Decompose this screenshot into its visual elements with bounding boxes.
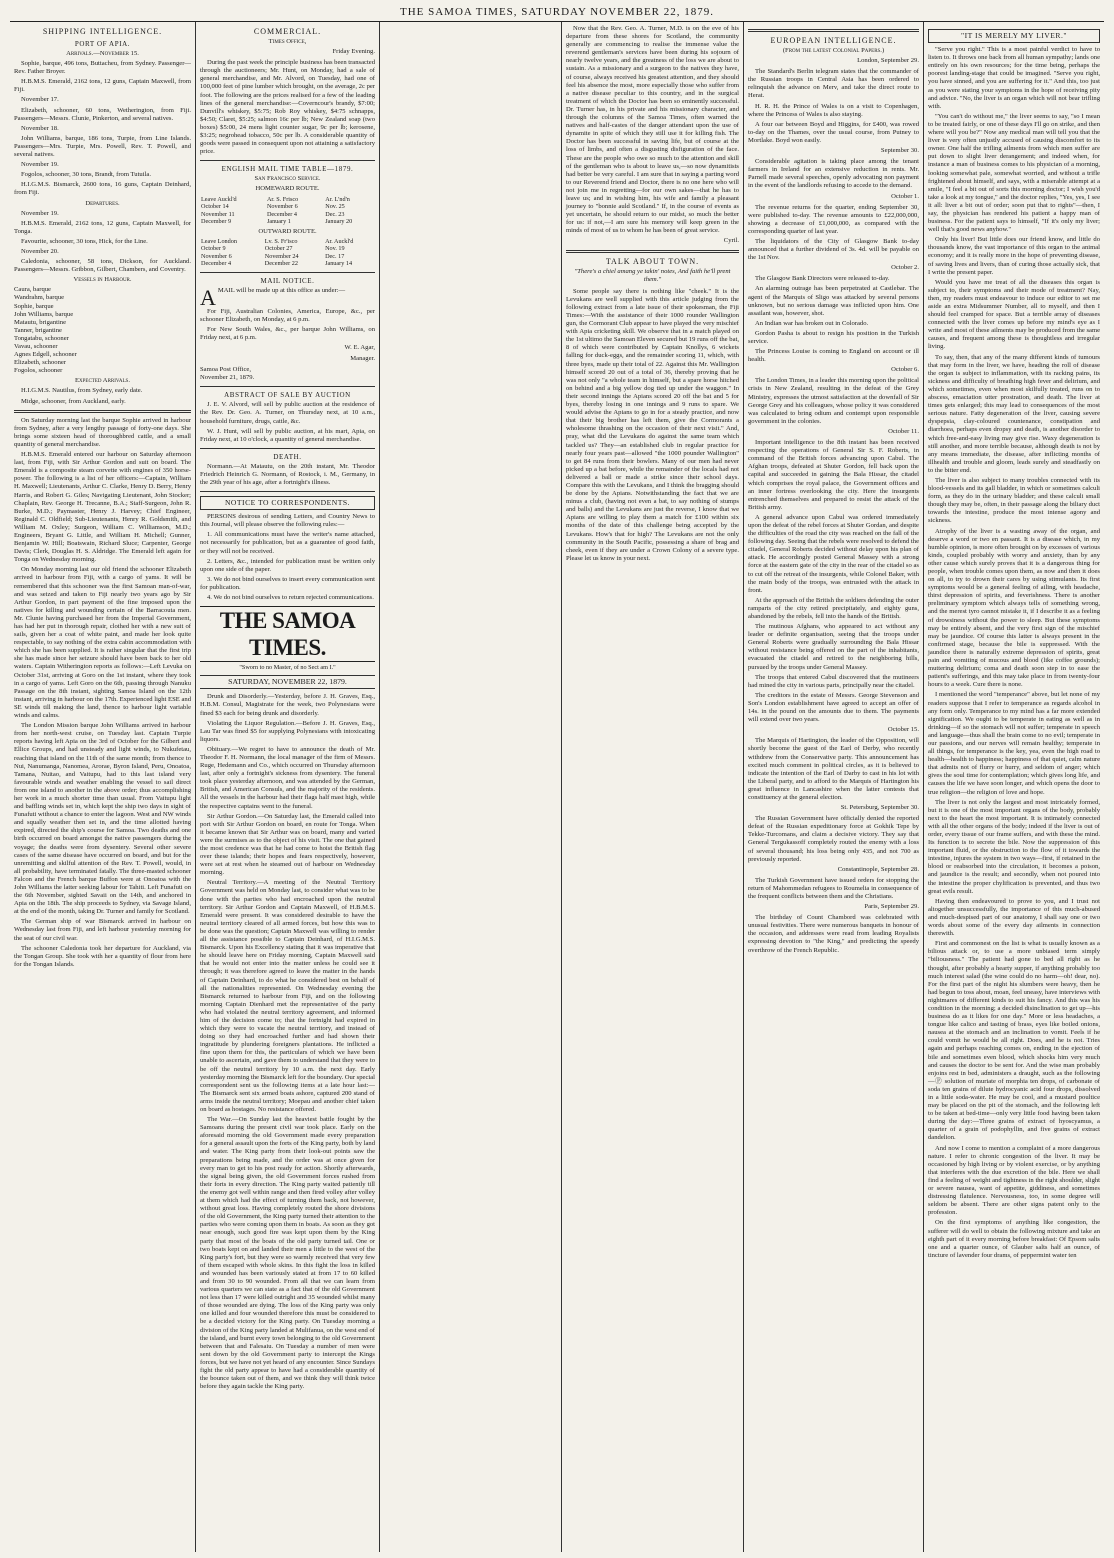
european-heading: EUROPEAN INTELLIGENCE.	[770, 36, 897, 45]
divider	[200, 272, 375, 273]
list-item: November 19.	[21, 209, 59, 217]
list-item: November 18.	[21, 124, 59, 132]
table-row	[200, 203, 375, 211]
commercial-heading: COMMERCIAL.	[253, 27, 322, 36]
correspondents-rules	[200, 531, 375, 602]
homeward-heading: HOMEWARD ROUTE.	[255, 185, 320, 193]
columns	[10, 22, 1104, 1552]
table-row	[200, 260, 375, 268]
divider	[566, 250, 739, 253]
list-item: J. E. V. Alvord, will sell by public auction at the residence of the Rev. Dr. Geo. A. Turner, on Thursday next, at 10 a.m., household furniture, drugs, cattle, &c.	[200, 401, 375, 425]
table-cell: November 6	[201, 252, 232, 260]
dateline: October 15.	[887, 726, 919, 734]
commercial-body: During the past week the principle business has been transacted through the auctioneers; Mr. Hunt, on Monday, had a sale of general merchandise, and Mr. Alvord, on Tuesday, had one of 100,000 feet of pine lumber which brought, on the average, 2c per foot. The following are the prices realised for a few of the leading lines of the general merchandise:—Coverncour's brandy, $7:00; Dunvill's whiskey, $5:75; Rob Roy whiskey, $4:75 schnapps, $4:50; Claret, $5:25; salmon 16c per lb; New Zealand soap (two boxes) $5:00, 24 mens light counter sugar, 9c per lb; kerosene, $3:25; negrohead tobacco, 50c per lb. A considerable quantity of goods were passed in consequent upon not attaining a satisfactory price.	[200, 59, 375, 156]
table-cell: December 4	[201, 260, 232, 268]
dateline: September 30.	[880, 147, 919, 155]
list-item: Sir Arthur Gordon.—On Saturday last, the Emerald called into port with Sir Arthur Gordon on board, en route for Tonga. When it became known that Sir Arthur was on board, many and varied were the surmises as to the object of his visit. The one that gained the most credence was that he had come to hoist the British flag over these islands; their hopes and fears respectively, however, were set at rest when he steamed out of harbour on Wednesday morning.	[200, 812, 375, 877]
list-item: The liver is not only the largest and most intricately formed, but it is one of the most important organs of the body, probably next to the heart the most important. It is intimately connected with all the other organs of the body; indeed if the liver is out of order, every tissue of our frame suffers, and with these the mind. Its function is to secrete the bile. Now the suppression of this important fluid, or the obstruction to the flow of it towards the intestine, injures the system in two ways—first, if retained in the blood or reabsorbed into the circulation, it becomes a poison, and jaundice is the result; and secondly, when not poured into the intestine the proper chylification is prevented, and thus two great evils result.	[928, 798, 1100, 895]
list-item: Caura, barque	[14, 286, 51, 294]
departures-list	[14, 210, 191, 275]
liver-heading: "IT IS MERELY MY LIVER."	[928, 29, 1100, 43]
post-office: Samoa Post Office,	[200, 366, 251, 374]
list-item: November 19.	[21, 161, 59, 169]
dateline: October 1.	[891, 192, 919, 200]
news-item: Considerable agitation is taking place among the tenant farmers in Ireland for an extensive reduction in rents. Mr. Parnell made several speeches, openly advocating non payment in the event of the landlords refusing to accede to the demand.	[748, 158, 919, 190]
list-item: H.B.M.S. Emerald entered our harbour on Saturday afternoon last, from Fiji, with Sir Arthur Gordon and suit on board. The Emerald is a composite steam corvette with engines of 350 horse-power. The following is a list of her officers:—Captain, William H. Maxwell; Lieutenants, Arthur C. Clarke, Henry D. Berry, Henry Harris, and Robert G. Giles; Navigating Lieutenant, John Stocker; Chaplain, Rev. George H. Trecanne, B.A.; Staff-Surgeon, John R. Burke, M.D.; Paymaster, Henry J. Harvey; Chief Engineer, Reginald C. Oldfield; Sub-Lieutenants, Henry R. Goldsmith, and William M. Oxley; Surgeon, William C. Williamson, M.D.; Engineers, Bryant G. Little, and William H. Michell; Gunner, Benjamin W. Hill; Boatswain, Richard Sluce; Carpenter, George Davis; Clerk, Douglas H. S. Aldridge. The Emerald left again for Tonga on Wednesday morning.	[14, 451, 192, 564]
list-item: For New South Wales, &c., per barque John Williams, on Friday next, at 6 p.m.	[200, 325, 375, 341]
list-item: On the first symptoms of anything like congestion, the sufferer will do well to obtain the following mixture and take an eighth part of it every morning before breakfast: Of Epsom salts one and a quarter ounce, of Glauber salts half an ounce, of tincture of lavender four drams, of peppermint water ten	[928, 1219, 1100, 1259]
news-item: The liquidators of the City of Glasgow Bank to-day announced that a further dividend of 3s. 4d. will be payable on the 1st Nov.	[748, 237, 919, 262]
talk-heading: TALK ABOUT TOWN.	[605, 256, 700, 266]
list-item: The German ship of war Bismarck arrived in harbour on Wednesday last from Fiji, and left harbour yesterday morning for the seat of our civil war.	[14, 918, 191, 942]
news-item: The Princess Louise is coming to England on account or ill health.	[748, 348, 919, 364]
divider	[200, 160, 375, 161]
list-item: Fogolos, schooner	[14, 367, 63, 375]
european-sub: (From the latest Colonial Papers.)	[782, 47, 885, 54]
list-item: On Monday morning last our old friend the schooner Elizabeth arrived in harbour from Fiji, with a cargo of yams. It will be remembered that this schooner was the first Samoan man-of-war, and was seized and taken to Fiji nearly two years ago by Sir Arthur Gordon, in part payment of the fine imposed upon the natives for killing and wounding certain of the Barracouta men. Mr. Clunie having purchased her from the Imperial Government, has had her put in thorough repair, clothed her with a new suit of sails, given her a coat of white paint, and made her look quite respectable, to say nothing of the extra cabin accommodation with which she has been supplied. It is rather singular that the first trip she has made since her seizure should have been back to her old waters. Captain Witherington reports as follows:—Left Levuka on October 31st, arriving at Goro on the 1st instant, where they took in a cargo of yams. Left Goro on the 6th, passing through Nanuku Passage on the 8th instant, sighting Samoa Island on the 12th instant, arriving in harbour on the 17th. Experienced light ESE and SE winds till making the land, thence to harbour light variable winds and calms.	[14, 566, 191, 720]
post-office-date: November 21, 1879.	[200, 374, 255, 382]
mail-notice-sig-title: Manager.	[350, 355, 375, 363]
news-item: The Marquis of Hartington, the leader of the Opposition, will shortly become the guest of the Earl of Derby, who recently withdrew from the Conservative party. This announcement has excited much comment in political circles, as it is believed to indicate the intention of the Earl of Darby to cast in his lot with the Liberal party, and to afford to the Marquis of Hartington his great influence in Lancashire when the latter contests that constituency at the general election.	[748, 737, 919, 801]
news-item: The troops that entered Cabul discovered that the mutineers had mined the city in various parts, principally near the citadel.	[748, 673, 919, 689]
list-item: H.I.G.M.S. Bismarck, 2600 tons, 16 guns, Captain Deinhard, from Fiji.	[14, 181, 191, 197]
death-heading: DEATH.	[273, 452, 302, 461]
table-cell: December 22	[264, 260, 298, 268]
news-item: The creditors in the estate of Messrs. George Stevenson and Son's London establishment have agreed to accept an offer of 14s. in the pound on the amounts due to them. The payments will extend over two years.	[748, 691, 919, 724]
list-item: Tongatabu, schooner	[14, 334, 69, 342]
column-3	[380, 22, 562, 1552]
news-item: Important intelligence to the 8th instant has been received respecting the operations of General Sir S. F. Roberts, in command of the British forces advancing upon Cabul. The Afghan troops, defeated at Shuter Gordon, fell back upon the capital and succeeded in gaining the Bala Hissar, the citadel which comprises the royal palace, the Government offices and an inner fortress overlooking the city. Here the insurgents entrenched themselves and prepared to resist the attack of the British army.	[748, 439, 919, 511]
news-item: An Indian war has broken out in Colorado.	[755, 319, 869, 327]
port-heading: PORT OF APIA.	[74, 40, 131, 48]
dateline: St. Petersburg, September 30.	[840, 804, 919, 812]
list-item: November 17.	[21, 96, 59, 104]
liver-article	[928, 46, 1100, 1260]
column-4	[562, 22, 744, 1552]
list-item: H.B.M.S. Emerald, 2162 tons, 12 guns, Captain Maxwell, from Fiji.	[14, 78, 191, 94]
list-item: Elizabeth, schooner, 60 tons, Wetherington, from Fiji. Passengers—Messrs. Clunie, Pinkerton, and several natives.	[14, 106, 191, 122]
divider	[14, 410, 191, 413]
arrivals-list	[14, 60, 191, 197]
commercial-when: Friday Evening.	[332, 48, 375, 56]
homeward-rows	[200, 203, 375, 226]
table-cell: January 14	[325, 260, 353, 268]
talk-body: Some people say there is nothing like "cheek." It is the Levukans are well supplied with this article judging from the following extract from a late issue of their spokesman, the Fiji Times:—With the assistance of their 1000 rounder Wallington gun, the Cormorant Club appear to have played the very mischief with Apia cricketing skill. We observe that in a match played on the 1st ultimo the Samoan Eleven secured but 19 runs off the bat, 8 of which were contributed by Captain Knollys, 6 wickets falling for duck-eggs, and the remainder scoring 11, which, with three byes, made up their total of 22. Against this Mr. Wallington himself scored 20 out of a total of 36, thereby proving that he was not only "a whole team in himself, but a spare horse hitched on behind and a big yellow dog tied up under the waggon." In their second innings the Apians scored 20 off the bat and 5 for byes, thereby losing in one innings and 9 runs to spare. We would advise the Apians to go in for a steady practice, and now that their big brother has left them, give the Cormorants a wholesome thrashing on the occasion of their next visit." And, pray, what did the Levukans do against the same team which tackled us? They—an established club in regular practice for nearly four years past—allowed "the 1000 pounder Wallington" to get 84 runs from their bowlers. Many of our men had never picked up a bat before, while the remainder of the locals had not delivered a ball or made a strike since their school days. Compare this with the Levukans, and I think the bragging should be done by the Apians. Notwithstanding the fact that we are minus a club, (having not even a bat, to say nothing of stumps and balls) and the Levukans are just the reverse, I know that we Apians are willing to play them a match for £100 within six months of the date of this challenge being accepted by the Levukans. How's that for high? The Levukans are not the only community in the South Pacific, possessing a share of brag and cheek, even if they are under a Crown Colony of a severe type. Please let us know in your next.	[566, 287, 739, 562]
mail-notice-heading: MAIL NOTICE.	[260, 276, 315, 285]
list-item: 3. We do not bind ourselves to insert every communication sent for publication.	[200, 575, 375, 591]
table-cell: December 4	[266, 210, 297, 218]
list-item: "You can't do without me," the liver seems to say, "so I mean to be treated fairly, or one of these days I'll go on strike, and then where will you be?" Now any medical man will tell you that the liver is very often unjustly accused of causing discomfort to its owner. One half the trifling ailments from which men suffer are put down to slight liver derangement; and indeed when, for instance a man of business comes to his physician of a morning, looking somewhat pale, somewhat worried, and without a trifle frightened about himself, and says, with a miserable attempt at a smile, "I feel a bit out of sorts this morning doctor; I wish you'd take a look at my tongue," and the doctor replies, "Yes, yes, I see it all: liver a bit out of order; soon put that to rights"—then, I say, the physician has rendered his patient a happy man of business. For the patient says to himself, "If it's only my liver; well that's good news anyhow."	[928, 112, 1100, 234]
news-item: The mutinous Afghans, who appeared to act without any leader or definite organisation, seeing that the troops under General Roberts were gradually surrounding the Bala Hissar without resistance being offered on the part of the inhabitants, evacuated the citadel and retired to the neighboring hills, pursued by the troops under General Massey.	[748, 623, 919, 671]
column-6	[924, 22, 1104, 1552]
vessels-list	[14, 286, 191, 375]
list-item: H.B.M.S. Emerald, 2162 tons, 12 guns, Captain Maxwell, for Tonga.	[14, 219, 191, 235]
departures-heading: Departures.	[85, 199, 120, 207]
list-item: John Williams, barque, 186 tons, Turpie, from Line Islands. Passengers—Mrs. Turpie, Mrs. Powell, Rev. T. Powell, and several natives.	[14, 134, 191, 159]
shipping-news	[14, 417, 191, 969]
homeward-header	[200, 196, 375, 204]
list-item: And now I come to mention a complaint of a more dangerous nature. I refer to chronic congestion of the liver. It may be occasioned by high living or by violent exercise, or by anything that interferes with the due excretion of the bile. Here we shall find a feeling of weight and tightness in the right shoulder, slight or severe nausea, want of appetite, giddiness, and sometimes distressing flatulence. Nervousness, too, in some degree will seldom be absent. There are other signs patent only to the profession.	[928, 1144, 1100, 1217]
outward-table	[200, 238, 375, 268]
table-header-cell: Leave Auckl'd	[201, 195, 237, 203]
local-news	[200, 693, 375, 1391]
mail-notice-items	[200, 308, 375, 342]
outward-header	[200, 238, 375, 246]
list-item: November 20.	[21, 247, 59, 255]
list-item: Sophie, barque, 496 tons, Buttacheu, from Sydney. Passenger—Rev. Father Broyer.	[14, 60, 191, 76]
list-item: Obituary.—We regret to have to announce the death of Mr. Theodor F. H. Normann, the local manager of the firm of Messrs. Ruge, Hedemann and Co., which occurred on Thursday afternoon last, after only a fortnight's sickness from dysentery. The funeral took place yesterday afternoon, and was attended by the German, British, and American Consuls, and the majority of the residents. All the vessels in the harbour had their flags half mast high, while the respective captains went to the funeral.	[200, 745, 375, 810]
turner-signature: Cyril.	[723, 237, 739, 245]
dateline: October 11.	[888, 427, 919, 435]
talk-quote: "There's a chiel amang ye takin' notes, And faith he'll prent them."	[574, 267, 731, 283]
arrivals-heading: Arrivals.—November 15.	[66, 50, 139, 57]
turner-letter: Now that the Rev. Geo. A. Turner, M.D. is on the eve of his departure from these shores for Scotland, the community generally are commencing to realise the immense value the reverend gentleman's services have been during his sojourn of nearly twelve years, and the greatness of the loss we are about to sustain. As a missionary and a surgeon to the natives they have, of course, always received his greatest attention, and they should feel his absence the most, more especially those who suffer from a native disease peculiar to this country, and in the surgical treatment of which the Doctor has been so eminently successful. Dr. Turner has, in his private and his missionary character, and through the columns of the Samoa Times, often warned the natives and half-castes of the danger attendant upon the use of dynamite in spite of which they still use it for killing fish. The Doctor has been successful in saving life, but of course at the loss of limbs, and often a disgusting disfiguration of the face. These are the people who owe so much to the attention and skill of the gentleman who is about to leave us,—so now dynamitists had better be very careful. I am sure that in saying a parting word to our Reverend friend and Doctor, there is no one here who will not join me in regretting—for our own sakes—that he has to leave us; and in wishing him, his wife and family a pleasant journey to "bonnie auld Scotland." If, in the course of events as yet uncertain, he should return to our midst, so much the better for us: if not,—I am sure his memory will keep green in the minds of most of us to whom he has been of great service.	[566, 25, 739, 235]
news-item: The Glasgow Bank Directors were released to-day.	[755, 275, 890, 283]
list-item: The War.—On Sunday last the heaviest battle fought by the Samoans during the present civil war took place. Early on the aforesaid morning the old Government made every preparation for a general assault upon the forts of the King party, both by land and water. The King party from their look-out points saw the preparations being made, and the order was at once given for every man to get to his post ready for action. Shortly afterwards, the signal being given, the old Government forces rushed from their forts in every direction. The King party waited patiently till the enemy got well within range and then fired volley after volley at them which had the effect of turning them back, not however, without great loss. Having completely routed the shore divisions of the old Government, the King party turned their attention to the parties who were coming upon them in boats. As soon as they got near enough, such good fire was kept upon them by the King party that most of the boats of the old party turned tail. One or two boats kept on and landed their men a little to the west of the King party's fort, but they were so warmly received that very few of them escaped with whole skins. In this fight the loss in killed and wounded has been variously stated at from 17 to 60 killed and from 30 to 90 wounded. From all that we can learn from various quarters we can state as a fact that of the old Government not less than 17 were killed outright and 35 wounded whilst many of those wounded are dying. The loss of the King party was only one killed and four wounded therefore this must be considered to be a decided victory for the King party. On Tuesday morning a division of the King party landed at Mulifanua, on the west end of the island, and burnt every town belonging to the old Government between that and Falesaiu. On Tuesday a number of men were sent down by the old Government party to intercept the Kings forces, but we have not yet heard of any encounter. Since Sundays fight the old party appear to have had a considerable quantity of the bounce taken out of them, and we think they will think twice before they again tackle the King party.	[200, 1116, 375, 1391]
table-header-cell: Ar. S. Frisco	[266, 195, 299, 203]
table-cell: Dec. 17	[325, 252, 345, 260]
news-item: H. R. H. the Prince of Wales is on a visit to Copenhagen, where the Princess of Wales is also staying.	[748, 102, 919, 118]
list-item: To say, then, that any of the many different kinds of tumours that may form in the liver, we have, heading the roll of disease the organ is subject to inflammation, with its racking pains, its sickness and difficulty of breathing high fever and delirium, and which sometimes, even when most skilfully treated, runs on to abscess, emaciation utter prostration, and death. The liver at times gets enlarged; this may lead to consequences of the most serious nature. Fatty degeneration of the liver, causing severe dyspepsia, clay-coloured countenance, constipation and diarrhoea, perhaps even dropsy and death, is another disorder to which free-and-easy living may give rise. Waxy degeneration is still another, and more terrible because, although death is not by any means immediate, the disease, after inflicting months of illhealth and trouble and gloom, leads surely and steadfastly on to the bitter end.	[928, 353, 1100, 474]
news-item: The revenue returns for the quarter, ending September 30, were published to-day. The revenue amounts to £22,000,000, showing a decrease of £1,000,000, as compared with the corresponding quarter of last year.	[748, 203, 919, 235]
divider	[200, 448, 375, 449]
dateline: London, September 29.	[857, 57, 919, 65]
list-item: Would you have me treat of all the diseases this organ is subject to, their symptoms and their mode of treatment? Nay, then, my readers must endeavour to induce our editor to set me aside an extra Midsummer Number, all to myself, and then I should feel cramped for space. But a terrible array of diseases connected with the liver comes up before my mind's eye as I write and most of these ailments may be produced from the same causes, and frequent among these is thoughtless and irregular living.	[928, 278, 1100, 351]
news-item: The Standard's Berlin telegram states that the commander of the Russian troops in Central Asia has been ordered to relinquish the advance on Merv, and take the direct route to Herat.	[748, 68, 919, 100]
list-item: W. J. Hunt, will sell by public auction, at his mart, Apia, on Friday next, at 10 o'clock, a quantity of general merchandise.	[200, 427, 375, 443]
dateline: Paris, September 29.	[864, 903, 919, 911]
news-item: A four oar between Boyd and Higgins, for £400, was rowed to-day on the Thames, over the usual course, from Putney to Mortlake. Boyd won easily.	[748, 120, 919, 144]
list-item: I mentioned the word "temperance" above, but let none of my readers suppose that I refer to temperance as regards alcohol in any form only. Temperance to my mind has a far more extended signification. We ought to be temperate in eating as well as in drinking—if so the stomach will not suffer; temperate in speech and language—thus shall the brain come to no evil; temperate in our passions, and our nerves will remain healthy; temperate in all things, for temperance is the key, yea, even the high road to health—health to happiness; happiness of that quiet, calm nature that admits not of flurry or hurry, and seldom of anger; which gives the soul time for contemplation; which gives long life, and causes the life we have soon longer, and which opens the door to true religion—the religion of love and hope.	[928, 691, 1100, 796]
vessels-heading: Vessels in Harbour.	[73, 276, 132, 284]
column-5	[744, 22, 924, 1552]
list-item: The liver is also subject to many troubles connected with its blood-vessels and its gall bladder, in which or sometimes calculi form, as they do in the urinary bladder; and these calculi small though they may be, often, in their passage along the biliary duct towards the intestine, produce the most intense agony and sickness.	[928, 476, 1100, 525]
news-item: An alarming outrage has been perpetrated at Castlebar. The agent of the Marquis of Sligo was attacked by several persons unknown, but no serious damage was inflicted upon him. One assailant was, however, shot.	[748, 285, 919, 317]
table-cell: October 9	[201, 245, 226, 253]
list-item: Tanner, brigantine	[14, 326, 62, 334]
list-item: Matautu, brigantine	[14, 318, 67, 326]
table-header-cell: Leave London	[201, 237, 237, 245]
news-item: A general advance upon Cabul was ordered immediately upon the defeat of the rebel forces at Shuter Gordan, and despite the difficulties of the road the city was reached on the fall of the following day. Seeing that the rebels were resolved to defend the citadel, General Roberts decided without delay upon his plan of attack. He accordingly posted General Massey with a strong force at the eastern gate of the city in the rear of the citadel so as to cut off the retreat of the insurgents, while Colonel Baker, with the main body of the troops, was entrusted with the attack in front.	[748, 513, 919, 594]
correspondents-heading: NOTICE TO CORRESPONDENTS.	[200, 496, 375, 510]
news-item: At the approach of the British the soldiers defending the outer ramparts of the city retired precipitately, and eighty guns, abandoned by the rebels, fell into the hands of the British.	[748, 596, 919, 620]
table-row	[200, 253, 375, 261]
list-item: Atrophy of the liver is a wasting away of the organ, and deserve a word or two en passant. It is a disease which, in my humble opinion, is more often brought on by excesses of various kinds, coupled probably with worry and anxiety, than by any other cause which surely proves that it is a dangerous thing for people, when trouble comes upon them, as now and then it does on all, to try to drown their cares by using stimulants. Its first symptoms would be a general feeling of ailing, with headache, thirst depression of spirits, and feverishness. There is another preliminary symptom which always tells of something wrong, and the merest tyro cannot mistake it, if I describe it as a feeling of drowsiness without the power to sleep. But these symptoms may be entirely absent, and the very first sign of the mischief may be jaundice. Of course this latter is always present in the confirmed stage, because the bile is suppressed. With the jaundice there is naturally extreme depression of spirits, great pain and vomiting of mucous and blood (like coffee grounds); muttering delirium; coma and death soon step in to ease the patient's sufferings, and this may take place in from twenty-four hours to a week. Cure there is none.	[928, 527, 1100, 689]
table-cell: Nov. 25	[325, 203, 345, 210]
mail-table-sub: San Francisco Service.	[254, 175, 321, 183]
issue-date: SATURDAY, NOVEMBER 22, 1879.	[200, 675, 375, 689]
list-item: Having then endeavoured to prove to you, and I trust not altogether unsuccessfully, the importance of this much-abused and much-despised part of our anatomy, I shall say one or two words about some of the every day ailments in connection therewith.	[928, 897, 1100, 938]
table-header-cell: Lv. S. Fr'isco	[264, 237, 298, 245]
table-cell: Dec. 23	[325, 210, 345, 218]
list-item: Vavau, schooner	[14, 343, 58, 350]
list-item: Agnes Edgell, schooner	[14, 351, 77, 359]
expected-heading: Expected Arrivals.	[75, 377, 130, 385]
table-cell: November 24	[264, 252, 299, 260]
list-item: On Saturday morning last the barque Sophie arrived in harbour from Sydney, after a very lengthy passage of forty-one days. She brings some sixteen head of thoroughbred cattle, and a small quantity of general merchandise.	[14, 416, 191, 448]
table-cell: October 27	[264, 245, 293, 253]
list-item: Midge, schooner, from Auckland, early.	[21, 397, 126, 405]
news-item: The birthday of Count Chambord was celebrated with unusual festivities. There were numerous banquets in honour of the occasion, and addresses were read from leading Royalists expressing devotion to "the King," and predicting the speedy overthrow of the French Republic.	[748, 914, 919, 954]
shipping-heading: SHIPPING INTELLIGENCE.	[42, 27, 163, 36]
table-cell: November 6	[266, 203, 298, 210]
list-item: First and commonest on the list is what is usually known as a bilious attack or, to use a more unbiased term simply "biliousness." The patient had gone to bed all right as he thought, after probably a hearty supper, if anything probably too much interest salad (the wine could do no harm—oh! dear, no). For the first part of the night his slumbers were heavy, then he had begun to toss about, moan, feel uneasy, have interviews with nightmares of different kinds to suit his fancy. And this was his condition in the morning; a decided disinclination to get up—his business do as it likes for one day." More or less headaches, a tongue like calico and tasting of brass, eyes like boiled onions, nausea at the stomach and an inclination to vomit. Feels if he could vomit he would be all right. Does, and he is not. Tries again and perhaps reaching comes on, ending in the ejection of bile and sometimes even blood, which shocks him very much and causes the doctor to be sent for. And the wise man probably enjoins rest in bed, administers a draught, such as the following—Ⓟ solution of muriate of morphia ten drops, of carbonate of soda ten grains of dilute hydrocyanic acid four drops, dissolved in a little soda-water. He may be cool, and a mustard poultice may be placed on the pit of the stomach, and the following left to be taken at bed-time—only very little food having been taken during the day:—Three grains of extract of hyoscyamus, a quarter of a grain of podophyllin, and five grains of extract dandelion.	[928, 940, 1100, 1142]
auction-heading: ABSTRACT OF SALE BY AUCTION	[224, 391, 351, 400]
list-item: Neutral Territory.—A meeting of the Neutral Territory Government was held on Monday last, to consider what was to be done with the parties who had encroached upon the neutral territory. Sir Arthur Gordon and Captain Maxwell, of H.B.M.S. Emerald were present. It was considered desirable to have the neutral territory cleared of all armed forces, but how this was to be done was the question; Captain Maxwell was willing to render all the assistance possible to Captain Deinhard, of H.I.G.M.S. Bismarck. Upon his Excellency stating that it was imperative that he should leave here on Friday morning, Captain Maxwell said that he would not enter into the matter unless he could see it through; it was therefore agreed to leave the matter in the hands of Captain Deinhard, to do what he considered best on behalf of all the nationalities represented. On Wednesday evening the Bismarck returned to harbour from Fiji, and on the following morning Captain Dienhard met the representative of the party who had violated the neutral territory agreement, and informed him of the decision come to; that the fortnight had expired in which they were to vacate the neutral territory, and instead of doing so they had encroached further and had shown their ingratitude by plundering foreigners plantations. He inflicted a fine upon them for this, the particulars of which we have been unable to ascertain, and gave them to understand that they were to be off the neutral territory by 10 a.m. the next day. Early yesterday morning the Bismarck left for the boundary. Our special correspondent sent us the following items at a late hour last:—The Bismarck sent six armed boats ashore, captured 200 stand of arms inside the neutral territory; Moepau and another chief taken on board as hostages. No resistance offered.	[200, 879, 375, 1113]
table-row	[200, 245, 375, 253]
table-row	[200, 211, 375, 219]
auction-items	[200, 401, 375, 443]
list-item: 1. All communications must have the writer's name attached, not necessarily for publication, but as a guarantee of good faith, or they will not be received.	[200, 531, 375, 555]
list-item: Violating the Liquor Regulation.—Before J. H. Graves, Esq., Lau Tar was fined $5 for supplying Polynesians with intoxicating liquors.	[200, 719, 375, 743]
table-row	[200, 218, 375, 226]
list-item: Only his liver! But little does our friend know, and little do thousands know, the vast importance of this organ to the animal economy; and it is really more in the hope of preventing disease, of saving lives and livers, than of curing those actually sick, that I write the present paper.	[928, 236, 1100, 276]
list-item: The London Mission barque John Williams arrived in harbour from her north-west cruise, on Tuesday last. Captain Turpie reports having left Apia on the 3rd of October for the Gilbert and Ellice Groups, and had unsteady and light winds, to Nukufetau, reaching that island on the 11th of the same month; from thence to Nui, Nanumanga, Nanomea, Arorae, Byron Island, Peru, Onoatoa, Tamana, Nuitao, and Vaitupu, had to this last island very favourable winds and weather enabling the vessel to sail direct from one island to another in the above order; thus accomplishing her work in a much shorter time than usual. From Vaitupu light and baffling winds set in, which kept the ship two days in sight of Funafuti without a chance to enter the lagoon. West and NW winds and squally weather then set in, and the time allotted having expired, directed the ship's course for Samoa. Two deaths and one birth occurred on board amongst the native passengers during the voyage; the deaths were from dysentery. Several other severe cases of the same disease have occurred on board, and but for the unremitting and skilful attention of the Rev. T. Powell, would, in all probability, have terminated fatally. The three-masted schooner Falcon and the French barque Buffon were at Onoatoa with the John Williams the latter seeking labour for Tahiti. Left Funafuti on the 6th November, sighted Savaii on the 14th, and anchored in Apia on the 18th. The ship proceeds to Sydney, via Savage Island, at the end of the month, taking Dr. Turner and family for Scotland.	[14, 722, 191, 916]
list-item: John Williams, barque	[14, 310, 74, 318]
newspaper-title: THE SAMOA TIMES.	[200, 606, 375, 662]
news-item: The London Times, in a leader this morning upon the political crisis in New Zealand, resulting in the defeat of the Grey Ministry, expresses the utmost satisfaction at the downfall of Sir George Grey and his colleagues, whose policy it was considered was calculated to bring odium and contempt upon responsible government in the colonies.	[748, 377, 919, 425]
expected-list	[14, 387, 191, 405]
divider	[748, 29, 919, 32]
table-cell: October 14	[201, 203, 229, 210]
european-items	[748, 57, 919, 955]
table-cell: December 9	[201, 218, 232, 225]
mail-notice-sig: W. E. Agar,	[344, 343, 375, 351]
newspaper-motto: "Sworn to no Master, of no Sect am I."	[239, 664, 336, 672]
column-2	[196, 22, 380, 1552]
news-item: The Russian Government have officially denied the reported defeat of the Russian expeditionary force at Gokhik Tepe by Tekke-Turcomans, and claim a decisive victory. They say that General Tergukassoff completely routed the enemy with a loss of several thousand; his loss being only 435, and not 700 as previously reported.	[748, 815, 919, 863]
list-item: "Serve you right." This is a most painful verdict to have to listen to. It throws one back from all human sympathy; lands one entirely on his own resources; for the time being, perhaps the poorest landing-stage that could be imagined. "Serve you right, you have sinned, and you are suffering for it." And this, too just as you were stating your symptoms in the hope of receiving pity and advice. "No, the liver is an organ which will not bear trifling with.	[928, 46, 1100, 110]
list-item: Fogolos, schooner, 30 tons, Brandt, from Tutuila.	[21, 171, 151, 179]
list-item: Drunk and Disorderly.—Yesterday, before J. H. Graves, Esq., H.B.M. Consul, Magistrate for the week, two Polynesians were fined $3 each for being drunk and disorderly.	[200, 693, 375, 717]
table-header-cell: Ar. L'nd'n	[325, 195, 350, 203]
correspondents-lead: PERSONS desirous of sending Letters, and Country News to this Journal, will please observe the following rules:—	[200, 513, 375, 529]
list-item: H.I.G.M.S. Nautilus, from Sydney, early date.	[21, 387, 143, 395]
table-cell: January 20	[325, 218, 353, 225]
mail-notice-lead: MAIL will be made up at this office as under:—	[217, 286, 346, 294]
list-item: 2. Letters, &c., intended for publication must be written only upon one side of the paper.	[200, 557, 375, 573]
table-cell: January 1	[266, 218, 291, 225]
homeward-table	[200, 196, 375, 226]
table-cell: November 11	[201, 210, 235, 218]
list-item: Caledonia, schooner, 58 tons, Dickson, for Auckland. Passengers—Messrs. Gribbon, Gilbert, Chambers, and Coventry.	[14, 258, 191, 274]
divider	[200, 386, 375, 387]
list-item: For Fiji, Australian Colonies, America, Europe, &c., per schooner Elizabeth, on Monday, at 6 p.m.	[200, 307, 375, 323]
list-item: Elizabeth, schooner	[14, 359, 66, 367]
news-item: The Turkish Government have issued orders for stopping the return of Mahommedan refugees to Roumelia in consequence of the frequent conflicts between them and the Christians.	[748, 876, 919, 900]
list-item: The schooner Caledonia took her departure for Auckland, via the Tongan Group. She took with her a quantity of flour from here for the Tongan Islands.	[14, 944, 191, 968]
divider	[200, 491, 375, 492]
dateline: Constantinople, September 28.	[837, 865, 919, 873]
column-1	[10, 22, 196, 1552]
outward-heading: OUTWARD ROUTE.	[258, 227, 317, 235]
drop-cap: A	[200, 284, 216, 310]
list-item: Sophie, barque	[14, 302, 54, 310]
dateline: October 6.	[891, 366, 919, 374]
mail-table-heading: ENGLISH MAIL TIME TABLE—1879.	[221, 165, 354, 174]
news-item: Gordon Pasha is about to resign his position in the Turkish service.	[748, 329, 919, 345]
commercial-office: Times Office,	[268, 38, 307, 45]
list-item: 4. We do not bind ourselves to return rejected communications.	[207, 594, 374, 602]
outward-rows	[200, 245, 375, 268]
dateline: October 2.	[891, 264, 919, 272]
running-head: THE SAMOA TIMES, SATURDAY NOVEMBER 22, 1879.	[10, 4, 1104, 22]
table-cell: Nov. 19	[325, 245, 345, 253]
death-body: Normann.—At Matautu, on the 20th instant, Mr. Theodor Friedrich Heinrich G. Normann, of Rostock, i. M., Germany, in the 29th year of his age, after a fortnight's illness.	[200, 462, 375, 486]
table-header-cell: Ar. Auckl'd	[325, 237, 354, 245]
list-item: Favourite, schooner, 30 tons, Hick, for the Line.	[21, 237, 148, 245]
list-item: Wandrahm, barque	[14, 294, 64, 302]
